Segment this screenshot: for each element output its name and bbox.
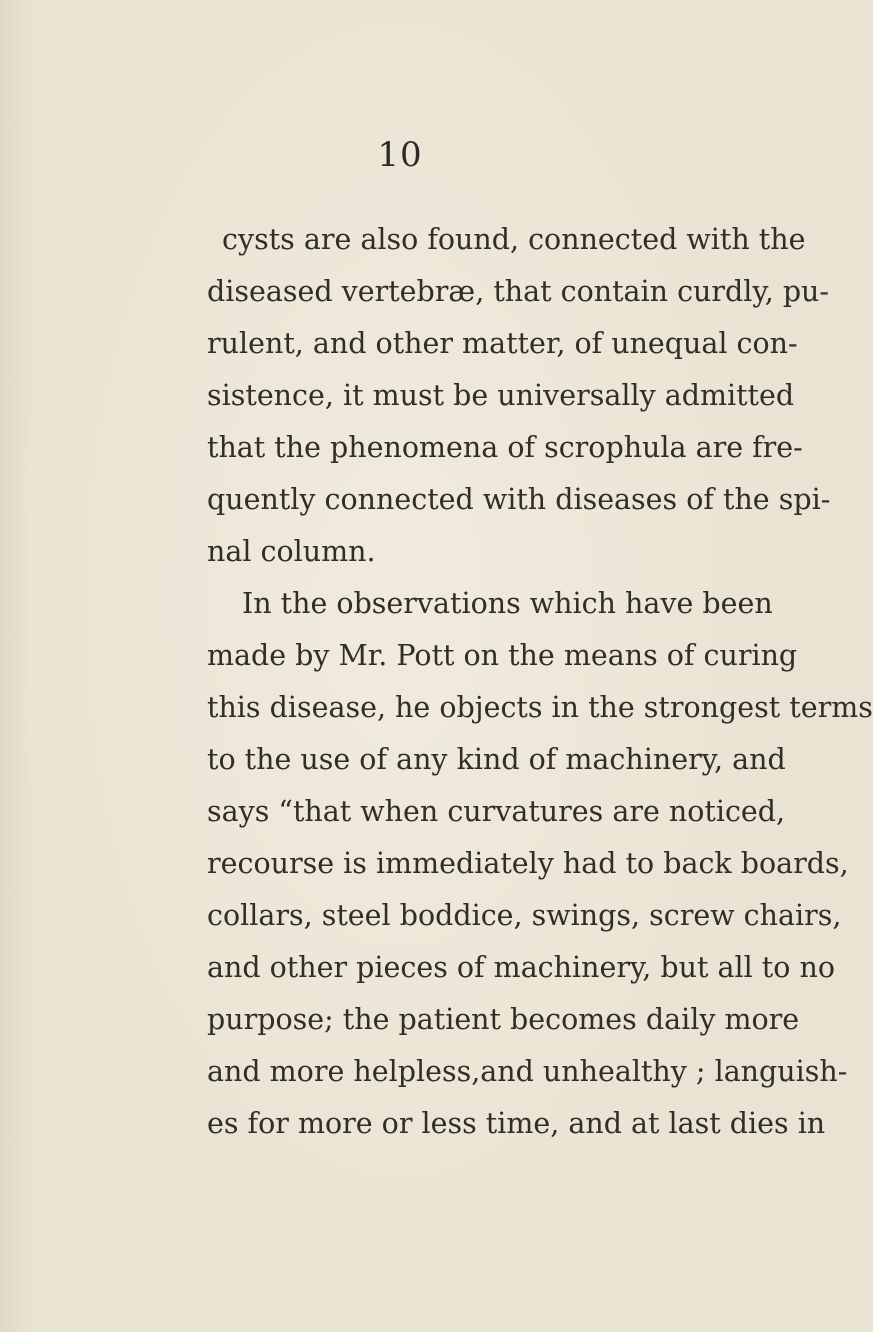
text-line: quently connected with diseases of the spi- <box>207 483 831 516</box>
text-line: sistence, it must be universally admitted <box>207 379 795 412</box>
text-line: cysts are also found, connected with the <box>222 223 806 256</box>
text-line: made by Mr. Pott on the means of curing <box>207 639 798 672</box>
text-line: and more helpless,and unhealthy ; languish- <box>207 1055 848 1088</box>
paragraph-start-line: In the observations which have been <box>242 587 773 620</box>
text-line: and other pieces of machinery, but all to no <box>207 951 835 984</box>
text-line: rulent, and other matter, of unequal con- <box>207 327 798 360</box>
text-line: this disease, he objects in the strongest terms <box>207 691 873 724</box>
text-line: diseased vertebræ, that contain curdly, pu- <box>207 275 830 308</box>
text-line: purpose; the patient becomes daily more <box>207 1003 800 1036</box>
text-line: says “that when curvatures are noticed, <box>207 795 786 828</box>
text-line: recourse is immediately had to back boards, <box>207 847 849 880</box>
text-line: to the use of any kind of machinery, and <box>207 743 786 776</box>
text-line: that the phenomena of scrophula are fre- <box>207 431 803 464</box>
page-number: 10 <box>377 135 423 175</box>
text-line: es for more or less time, and at last dies in <box>207 1107 826 1140</box>
text-line: nal column. <box>207 535 376 568</box>
text-line: collars, steel boddice, swings, screw chairs, <box>207 899 842 932</box>
